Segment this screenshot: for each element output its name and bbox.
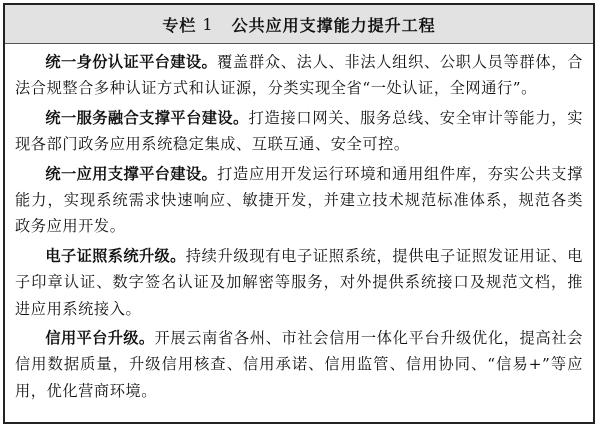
paragraph-heading: 统一应用支撑平台建设。 (45, 164, 218, 183)
paragraph-unified-identity (15, 49, 583, 102)
paragraph-e-license (15, 243, 583, 322)
column-box (3, 3, 595, 424)
paragraph-heading: 统一服务融合支撑平台建设。 (45, 108, 249, 127)
column-title: 公共应用支撑能力提升工程 (231, 15, 436, 35)
paragraph-body: 打造接口网关、服务总线、安全审计等能力，实现各部门政务应用系统稳定集成、互联互通、安全可控。 (15, 108, 583, 154)
paragraph-heading: 统一身份认证平台建设。 (45, 53, 218, 71)
paragraph-service-integration (15, 105, 583, 158)
column-number: 1 (202, 14, 214, 34)
paragraph-heading: 信用平台升级。 (45, 329, 155, 348)
paragraph-body: 打造应用开发运行环境和通用组件库，夯实公共支撑能力，实现系统需求快速响应、敏捷开发，并建立技术规范标准体系，规范各类政务应用开发。 (15, 164, 583, 236)
paragraph-credit-platform (15, 325, 583, 404)
paragraph-application-support (15, 161, 583, 240)
column-content (5, 44, 593, 404)
paragraph-body: 覆盖群众、法人、非法人组织、公职人员等群体，合法合规整合多种认证方式和认证源，分类实现全省“一处认证，全网通行”。 (15, 53, 583, 98)
paragraph-body: 开展云南省各州、市社会信用一体化平台升级优化，提高社会信用数据质量，升级信用核查、信用承诺、信用监管、信用协同、“信易+”等应用，优化营商环境。 (15, 329, 584, 400)
column-title-bar (5, 5, 593, 44)
paragraph-heading: 电子证照系统升级。 (45, 246, 186, 265)
column-label: 专栏 (162, 15, 197, 35)
paragraph-body: 持续升级现有电子证照系统，提供电子证照发证用证、电子印章认证、数字签名认证及加解密等服务，对外提供系统接口及规范文档，推进应用系统接入。 (15, 246, 584, 318)
